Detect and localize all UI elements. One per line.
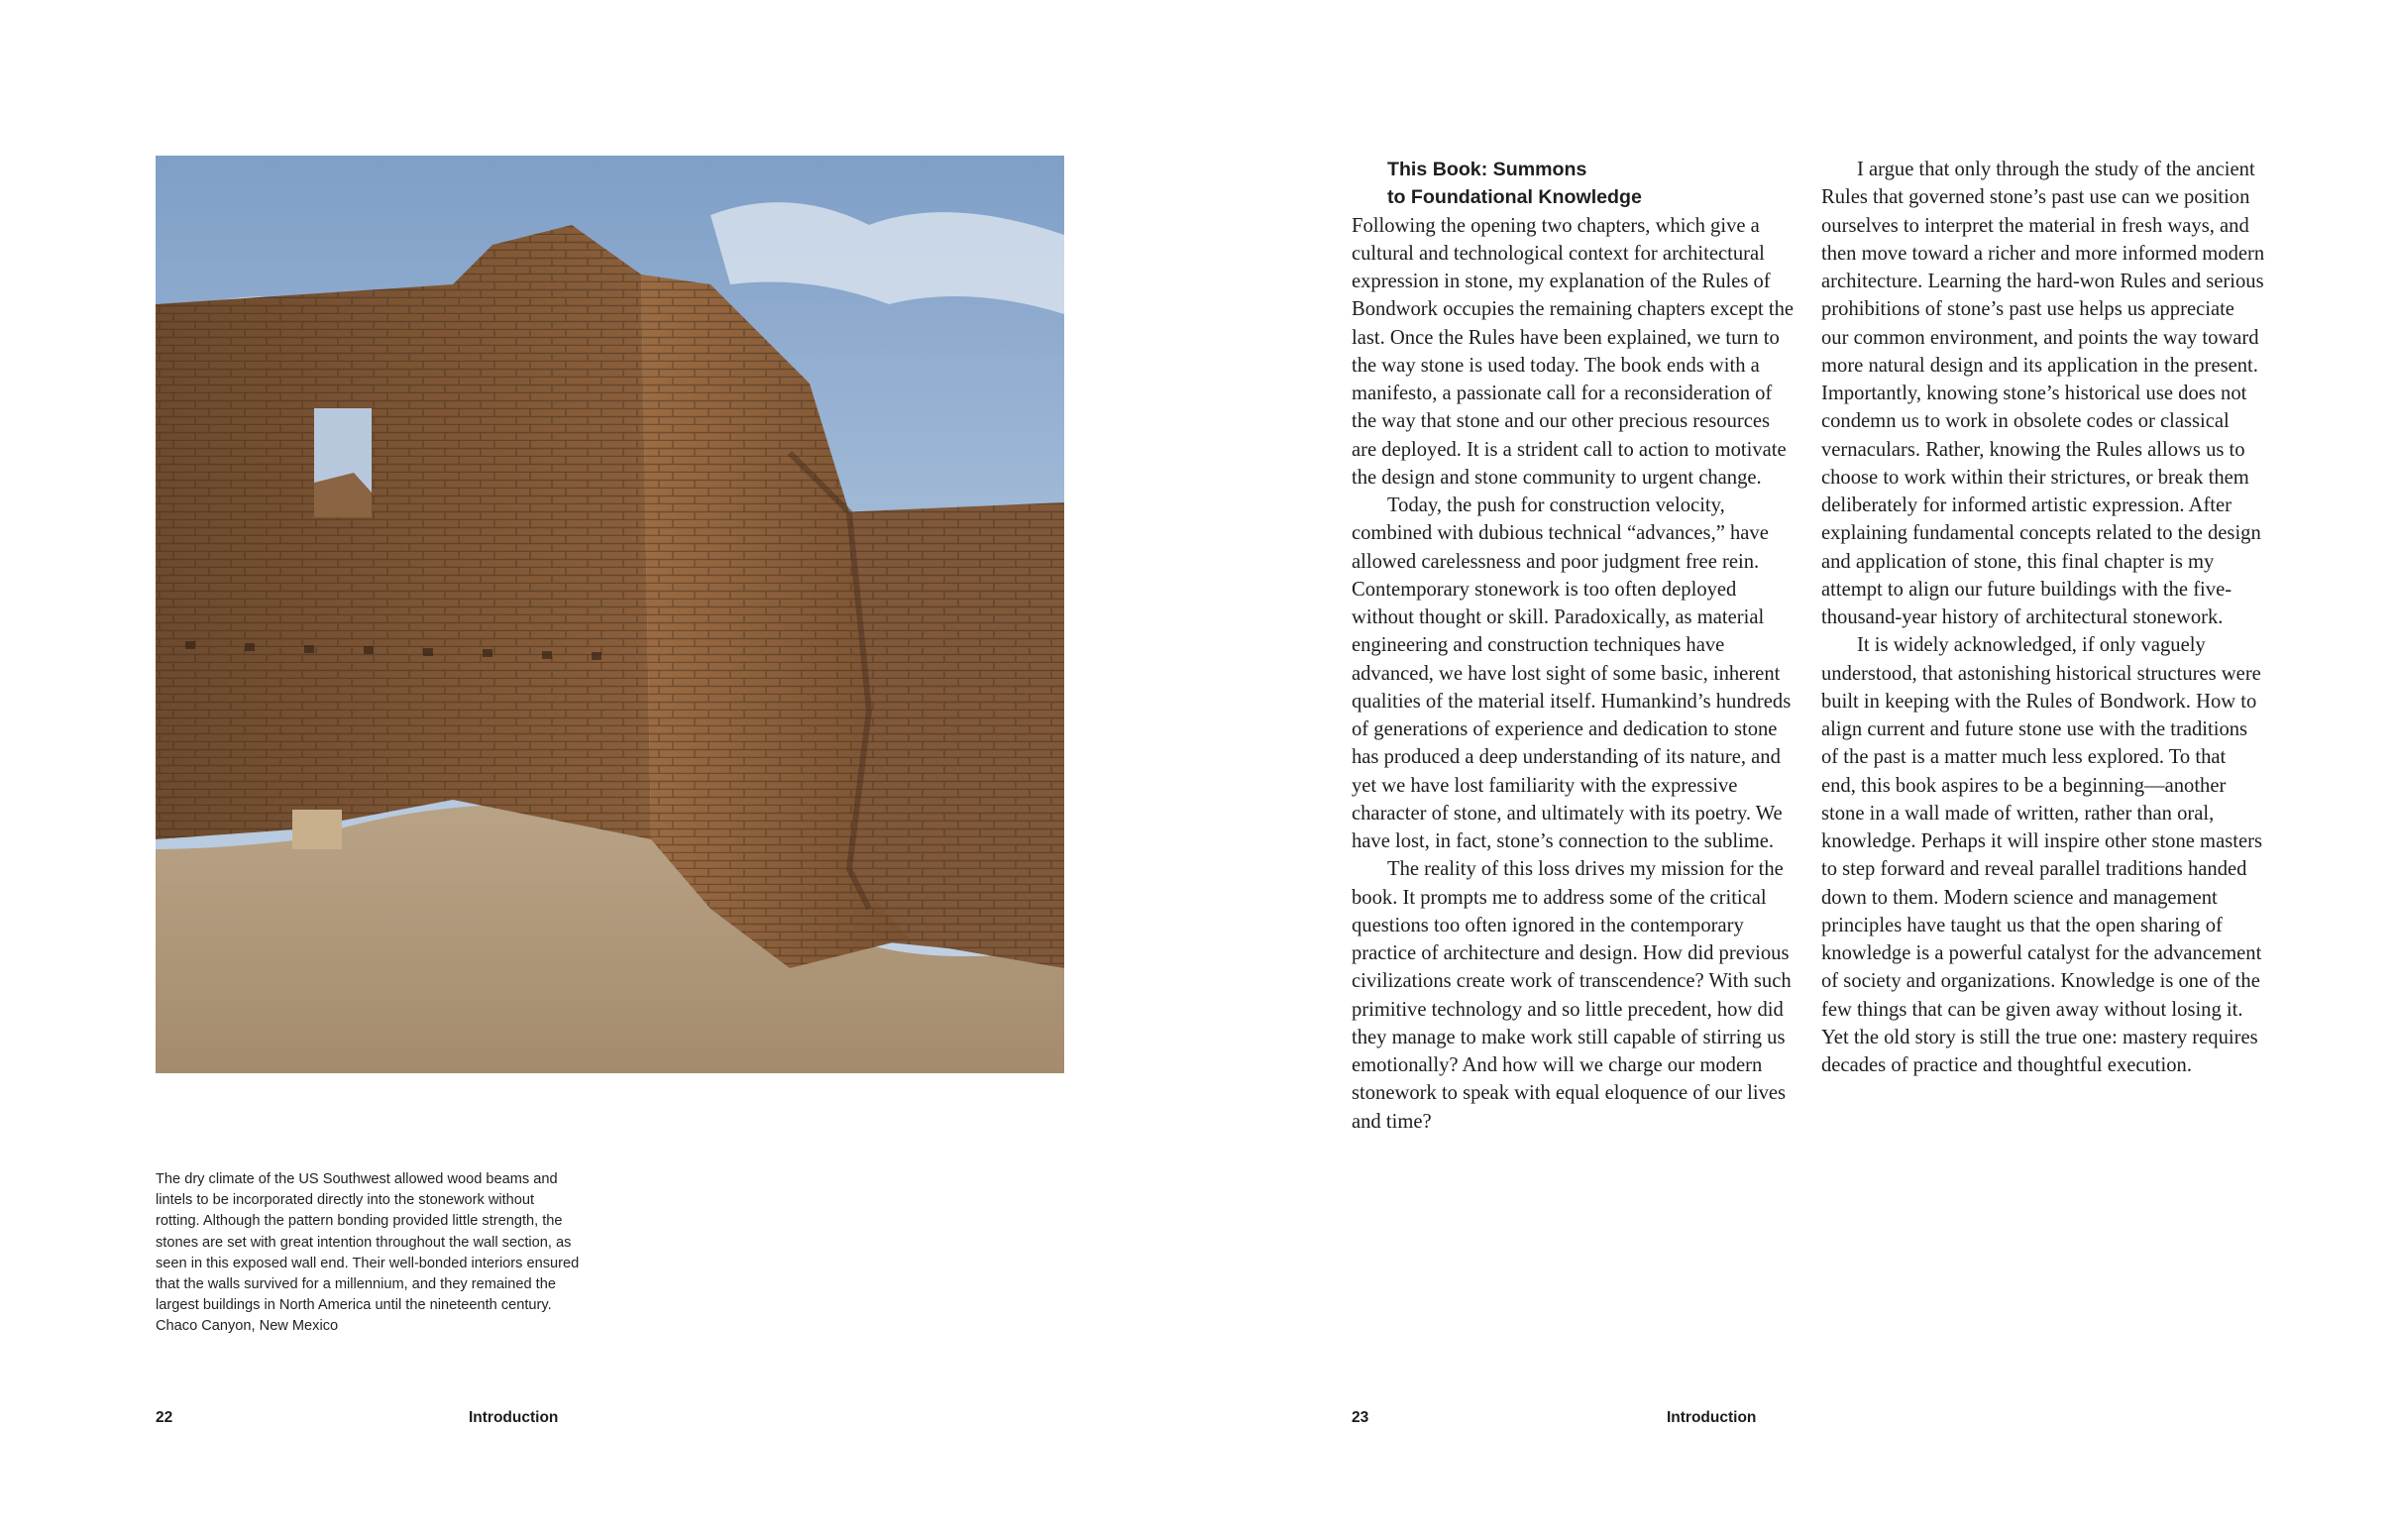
- ruins-photo: [156, 156, 1064, 1073]
- paragraph-2: Today, the push for construction velocity, combined with dubious technical “advances,” have allowed carelessness and poor judgment free rein. Contemporary stonework is too often deployed without thought or skill. Paradoxically, as material engineering and construction techniques have advanced, we have lost sight of some basic, inherent qualities of the material itself. Humankind’s hundreds of generations of experience and dedication to stone has produced a deep understanding of its nature, and yet we have lost familiarity with the expressive character of stone, and ultimately with its poetry. We have lost, in fact, stone’s connection to the sublime.: [1352, 495, 1792, 852]
- paragraph-5: It is widely acknowledged, if only vaguely understood, that astonishing historical structures were built in keeping with the Rules of Bondwork. How to align current and future stone use with the traditions of the past is a matter much less explored. To that end, this book aspires to be a beginning—another stone in a wall made of written, rather than oral, knowledge. Perhaps it will inspire other stone masters to step forward and reveal parallel traditions handed down to them. Modern science and management principles have taught us that the open sharing of knowledge is a powerful catalyst for the advancement of society and organizations. Knowledge is one of the few things that can be given away without losing it. Yet the old story is still the true one: mastery requires decades of practice and thoughtful execution.: [1821, 634, 2262, 1076]
- photo-caption: [156, 1169, 582, 1338]
- section-heading-line1: This Book: Summons: [1387, 159, 1587, 180]
- paragraph-1: Following the opening two chapters, which give a cultural and technological context for architectural expression in stone, my explanation of the Rules of Bondwork occupies the remaining chapters except the last. Once the Rules have been explained, we turn to the way stone is used today. The book ends with a manifesto, a passionate call for a reconsideration of the way that stone and our other precious resources are deployed. It is a strident call to action to motivate the design and stone community to urgent change.: [1352, 214, 1795, 489]
- paragraph-3: The reality of this loss drives my mission for the book. It prompts me to address some of the critical questions too often ignored in the contemporary practice of architecture and design. How did previous civilizations create work of transcendence? With such primitive technology and so little precedent, how did they manage to make work still capable of stirring us emotionally? And how will we charge our modern stonework to speak with equal eloquence of our lives and time?: [1352, 858, 1792, 1133]
- page-number-left: 22: [156, 1409, 173, 1426]
- running-head-left: Introduction: [469, 1409, 559, 1426]
- photo-caption-text: The dry climate of the US Southwest allowed wood beams and lintels to be incorporated directly into the stonework without rotting. Although the pattern bonding provided little strength, the stones are set with great intention throughout the wall section, as seen in this exposed wall end. Their well-bonded interiors ensured that the walls survived for a millennium, and they remained the largest buildings in North America until the nineteenth century. Chaco Canyon, New Mexico: [156, 1171, 580, 1335]
- page-number-right: 23: [1352, 1409, 1369, 1426]
- text-column-1: [1352, 156, 1795, 1136]
- section-heading: [1352, 156, 1795, 212]
- section-heading-line2: to Foundational Knowledge: [1387, 186, 1642, 209]
- text-column-2: [1821, 156, 2265, 1079]
- paragraph-4: I argue that only through the study of the ancient Rules that governed stone’s past use can we position ourselves to interpret the material in fresh ways, and then move toward a richer and more informed modern architecture. Learning the hard-won Rules and serious prohibitions of stone’s past use helps us appreciate our common environment, and points the way toward more natural design and its application in the present. Importantly, knowing stone’s historical use does not condemn us to work in obsolete codes or classical vernaculars. Rather, knowing the Rules allows us to choose to work within their strictures, or break them deliberately for informed artistic expression. After explaining fundamental concepts related to the design and application of stone, this final chapter is my attempt to align our future buildings with the five-thousand-year history of architectural stonework.: [1821, 159, 2265, 628]
- ruins-photo-drawing: [156, 156, 1064, 1073]
- running-head-right: Introduction: [1667, 1409, 1757, 1426]
